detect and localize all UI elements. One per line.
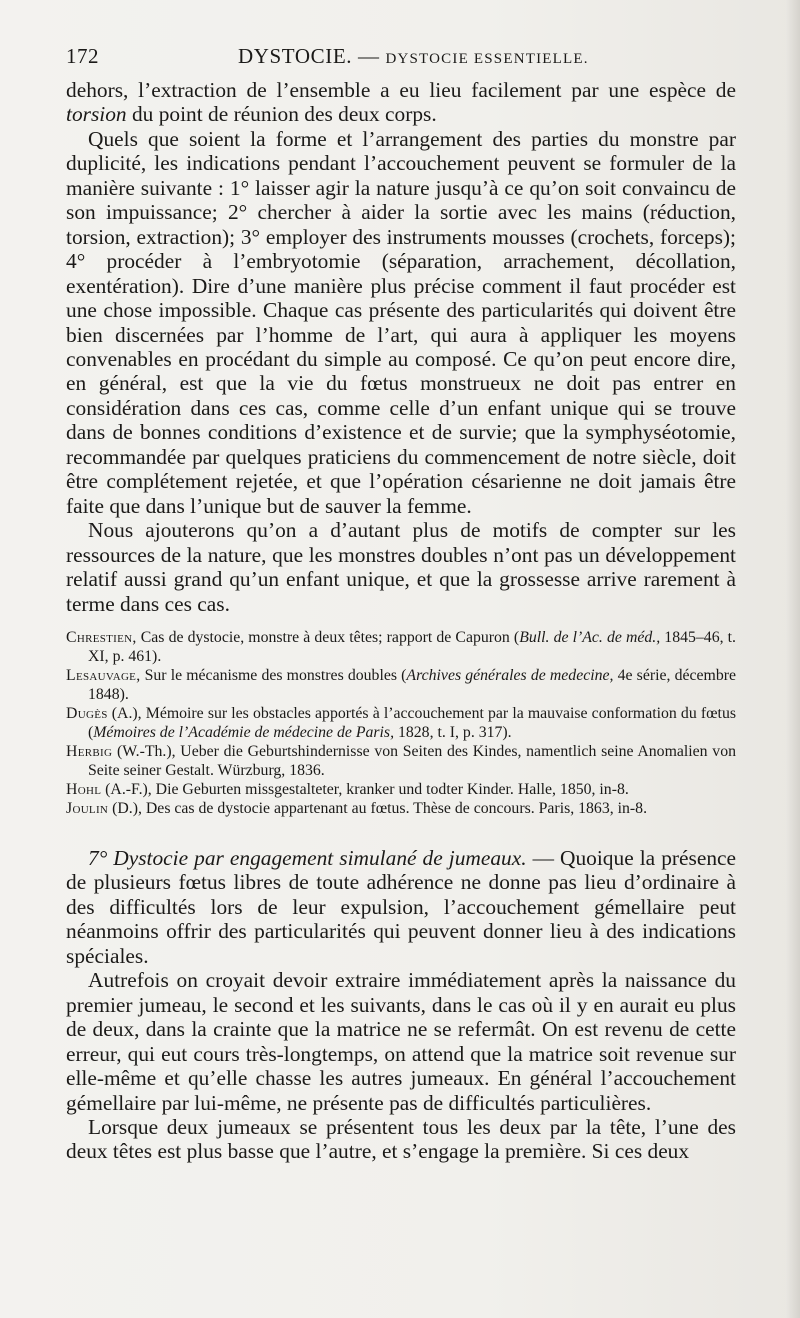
bibliography bbox=[66, 628, 736, 818]
reference-text: (A.), Mémoire sur les obstacles apportés à l’accouchement par la mauvaise conformation du fœtus ( bbox=[88, 704, 736, 741]
page-edge-shadow bbox=[786, 0, 800, 1318]
reference-journal: Bull. de l’Ac. de méd., bbox=[519, 628, 661, 646]
reference-text: (A.-F.), Die Geburten missgestalteter, kranker und todter Kinder. Halle, 1850, in-8. bbox=[101, 780, 629, 798]
reference-journal: Mémoires de l’Académie de médecine de Paris, bbox=[93, 723, 395, 741]
paragraph-text: dehors, l’extraction de l’ensemble a eu lieu facilement par une espèce de bbox=[66, 78, 736, 102]
reference-entry bbox=[66, 628, 736, 666]
reference-text: (W.-Th.), Ueber die Geburtshindernisse von Seiten des Kindes, namentlich seine Anomalien von Seite seiner Gestalt. Würzburg, 1836. bbox=[88, 742, 736, 779]
paragraph-autrefois: Autrefois on croyait devoir extraire immédiatement après la naissance du premier jumeau, le second et les suivants, dans le cas où il y en aurait eu plus de deux, dans la crainte que la matrice ne se refermât. On est revenu de cette erreur, qui eut cours très-longtemps, on attend que la matrice soit revenue sur elle-même et qu’elle chasse les autres jumeaux. En général l’accouchement gémellaire par lui-même, ne présente pas de difficultés particulières. bbox=[66, 968, 736, 1115]
paragraph-text: — Quoique la présence de plusieurs fœtus libres de toute adhérence ne donne pas lieu d’ordinaire à des difficultés lors de leur expulsion, l’accouchement gémellaire peut néanmoins offrir des particularités qui peuvent donner lieu à des indications spéciales. bbox=[66, 845, 737, 968]
emphasis-torsion: torsion bbox=[66, 102, 127, 127]
reference-text: 1845–46, t. XI, p. 461). bbox=[88, 628, 736, 665]
paragraph-ressources: Nous ajouterons qu’on a d’autant plus de motifs de compter sur les ressources de la nature, que les monstres doubles n’ont pas un développement relatif aussi grand qu’un enfant unique, et que la grossesse arrive rarement à terme dans ces cas. bbox=[66, 518, 736, 616]
reference-entry bbox=[66, 799, 736, 818]
running-title-sub: DYSTOCIE ESSENTIELLE. bbox=[385, 51, 589, 67]
reference-entry bbox=[66, 742, 736, 780]
reference-author: Joulin bbox=[66, 799, 109, 817]
reference-entry bbox=[66, 666, 736, 704]
reference-author: Lesauvage, bbox=[66, 666, 141, 684]
reference-author: Dugès bbox=[66, 704, 108, 722]
running-title-main: DYSTOCIE. bbox=[238, 44, 353, 68]
paragraph-lorsque: Lorsque deux jumeaux se présentent tous les deux par la tête, l’une des deux têtes est plus basse que l’autre, et s’engage la première. Si ces deux bbox=[66, 1114, 736, 1164]
reference-text: 4e série, décembre 1848). bbox=[88, 666, 736, 703]
paragraph-continuation bbox=[66, 78, 736, 127]
section-7-paragraph bbox=[66, 846, 736, 968]
page-number: 172 bbox=[66, 44, 99, 68]
reference-journal: Archives générales de medecine, bbox=[406, 666, 614, 684]
reference-text: Cas de dystocie, monstre à deux têtes; rapport de Capuron ( bbox=[136, 628, 520, 646]
page-body bbox=[66, 78, 736, 1164]
reference-text: (D.), Des cas de dystocie appartenant au fœtus. Thèse de concours. Paris, 1863, in-8. bbox=[108, 799, 648, 817]
section-heading: 7° Dystocie par engagement simulané de jumeaux. bbox=[88, 845, 527, 870]
reference-entry bbox=[66, 704, 736, 742]
reference-text: Sur le mécanisme des monstres doubles ( bbox=[140, 666, 407, 684]
running-header bbox=[66, 44, 736, 74]
reference-author: Chrestien, bbox=[66, 628, 137, 646]
paragraph-text: du point de réunion des deux corps. bbox=[126, 102, 437, 127]
reference-entry bbox=[66, 780, 736, 799]
reference-text: 1828, t. I, p. 317). bbox=[394, 723, 512, 741]
running-title bbox=[238, 44, 589, 69]
reference-author: Hohl bbox=[66, 780, 102, 798]
reference-author: Herbig bbox=[66, 742, 113, 760]
running-title-separator: — bbox=[357, 44, 380, 68]
paragraph-indications: Quels que soient la forme et l’arrangement des parties du monstre par duplicité, les indications pendant l’accouchement peuvent se formuler de la manière suivante : 1° laisser agir la nature jusqu’à ce qu’on soit convaincu de son impuissance; 2° chercher à aider la sortie avec les mains (réduction, torsion, extraction); 3° employer des instruments mousses (crochets, forceps); 4° procéder à l’embryotomie (séparation, arrachement, décollation, exentération). Dire d’une manière plus précise comment il faut procéder est une chose impossible. Chaque cas présente des particularités qui doivent être bien discernées par l’homme de l’art, qui aura à appliquer les moyens convenables en procédant du simple au composé. Ce qu’on peut encore dire, en général, est que la vie du fœtus monstrueux ne doit pas entrer en considération dans ces cas, comme celle d’un enfant unique qui se trouve dans de bonnes conditions d’existence et de survie; que la symphyséotomie, recommandée par quelques praticiens du commencement de notre siècle, doit être complétement rejetée, et que l’opération césarienne ne doit jamais être faite que dans l’unique but de sauver la femme. bbox=[66, 126, 736, 518]
